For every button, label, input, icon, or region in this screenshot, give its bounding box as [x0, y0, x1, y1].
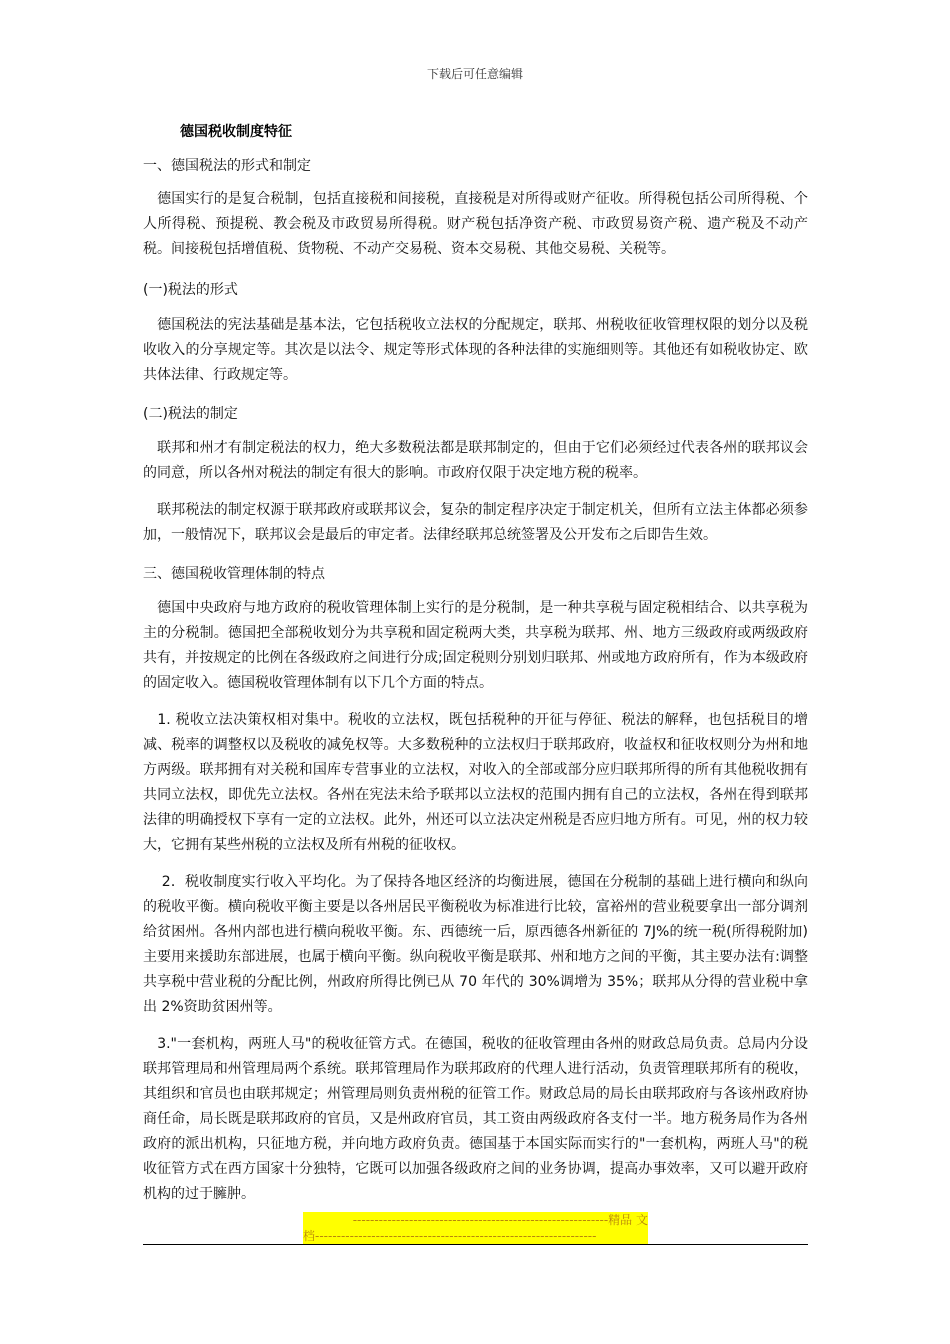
paragraph-4: 联邦税法的制定权源于联邦政府或联邦议会，复杂的制定程序决定于制定机关，但所有立法主体都必须参加，一般情况下，联邦议会是最后的审定者。法律经联邦总统签署及公开发布之后即告生效。	[143, 502, 808, 543]
section-heading-3: (二)税法的制定	[143, 406, 238, 422]
footer-line-1: -----------------------------------------------------------精品 文	[352, 1213, 648, 1227]
section-heading-4: 三、德国税收管理体制的特点	[143, 566, 325, 582]
paragraph-6: 1. 税收立法决策权相对集中。税收的立法权，既包括税种的开征与停征、税法的解释，也包括税目的增减、税率的调整权以及税收的减免权等。大多数税种的立法权归于联邦政府，收益权和征收权则分为州和地方两级。联邦拥有对关税和国库专营事业的立法权，对收入的全部或部分应归联邦所得的所有其他税收拥有共同立法权，即优先立法权。各州在宪法未给予联邦以立法权的范围内拥有自己的立法权，各州在得到联邦法律的明确授权下享有一定的立法权。此外，州还可以立法决定州税是否应归地方所有。可见，州的权力较大，它拥有某些州税的立法权及所有州税的征收权。	[143, 712, 808, 853]
section-heading-1: 一、德国税法的形式和制定	[143, 158, 311, 174]
document-title: 德国税收制度特征	[180, 124, 292, 140]
paragraph-3: 联邦和州才有制定税法的权力，绝大多数税法都是联邦制定的，但由于它们必须经过代表各州的联邦议会的同意，所以各州对税法的制定有很大的影响。市政府仅限于决定地方税的税率。	[143, 440, 808, 481]
footer-line-2: 档-----------------------------------------------------------------	[303, 1229, 597, 1243]
section-heading-2: (一)税法的形式	[143, 282, 238, 298]
footer-rule	[143, 1244, 808, 1245]
paragraph-8: 3."一套机构，两班人马"的税收征管方式。在德国，税收的征收管理由各州的财政总局负责。总局内分设联邦管理局和州管理局两个系统。联邦管理局作为联邦政府的代理人进行活动，负责管理联邦所有的税收，其组织和官员也由联邦规定；州管理局则负责州税的征管工作。财政总局的局长由联邦政府与各该州政府协商任命，局长既是联邦政府的官员，又是州政府官员，其工资由两级政府各支付一半。地方税务局作为各州政府的派出机构，只征地方税，并向地方政府负责。德国基于本国实际而实行的"一套机构，两班人马"的税收征管方式在西方国家十分独特，它既可以加强各级政府之间的业务协调，提高办事效率，又可以避开政府机构的过于臃肿。	[143, 1036, 808, 1202]
footer-watermark-box	[303, 1212, 648, 1244]
page-header: 下载后可任意编辑	[426, 67, 523, 81]
paragraph-5: 德国中央政府与地方政府的税收管理体制上实行的是分税制，是一种共享税与固定税相结合、以共享税为主的分税制。德国把全部税收划分为共享税和固定税两大类，共享税为联邦、州、地方三级政府或两级政府共有，并按规定的比例在各级政府之间进行分成;固定税则分别划归联邦、州或地方政府所有，作为本级政府的固定收入。德国税收管理体制有以下几个方面的特点。	[143, 600, 808, 691]
paragraph-7: 2．税收制度实行收入平均化。为了保持各地区经济的均衡进展，德国在分税制的基础上进行横向和纵向的税收平衡。横向税收平衡主要是以各州居民平衡税收为标准进行比较，富裕州的营业税要拿出一部分调剂给贫困州。各州内部也进行横向税收平衡。东、西德统一后，原西德各州新征的 7J%的统一税(所得税附加)主要用来援助东部进展，也属于横向平衡。纵向税收平衡是联邦、州和地方之间的平衡，其主要办法有:调整共享税中营业税的分配比例，州政府所得比例已从 70 年代的 30%调增为 35%；联邦从分得的营业税中拿出 2%资助贫困州等。	[143, 874, 808, 1015]
paragraph-1: 德国实行的是复合税制，包括直接税和间接税，直接税是对所得或财产征收。所得税包括公司所得税、个人所得税、预提税、教会税及市政贸易所得税。财产税包括净资产税、市政贸易资产税、遗产税及不动产税。间接税包括增值税、货物税、不动产交易税、资本交易税、其他交易税、关税等。	[143, 191, 808, 257]
paragraph-2: 德国税法的宪法基础是基本法，它包括税收立法权的分配规定，联邦、州税收征收管理权限的划分以及税收收入的分享规定等。其次是以法令、规定等形式体现的各种法律的实施细则等。其他还有如税收协定、欧共体法律、行政规定等。	[143, 317, 808, 383]
